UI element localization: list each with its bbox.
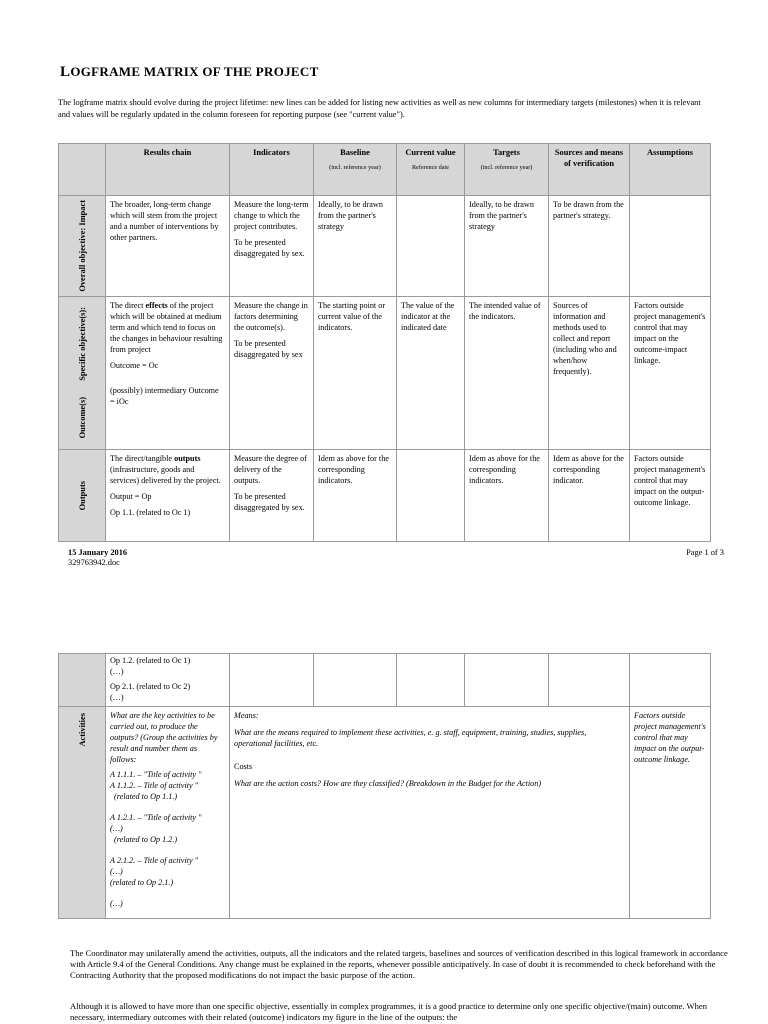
cell-targets: The intended value of the indicators. — [465, 297, 549, 450]
cell-sources: Sources of information and methods used to collect and report (including who and when/how frequently). — [549, 297, 630, 450]
cell-current: The value of the indicator at the indicated date — [397, 297, 465, 450]
cell-baseline — [314, 654, 397, 707]
closing-paragraph-1: The Coordinator may unilaterally amend the activities, outputs, all the indicators and the related targets, baselines and sources of verification described in this logical framework in accordance with Article 9.4 of the General Conditions. Any change must be explained in the reports, whenever possible anticipatively. In case of doubt it is recommended to check beforehand with the Contracting Authority that the proposed modifications do not impact the basic purpose of the action. — [70, 948, 728, 980]
cell-baseline: Ideally, to be drawn from the partner's strategy — [314, 196, 397, 297]
cell-targets — [465, 654, 549, 707]
header-results-chain: Results chain — [106, 144, 230, 196]
corner-cell — [59, 144, 106, 196]
logframe-table-continued — [58, 653, 711, 919]
row-label-empty — [59, 654, 106, 707]
cell-indicators: Measure the degree of delivery of the outputs. To be presented disaggregated by sex. — [230, 450, 314, 542]
cell-sources: To be drawn from the partner's strategy. — [549, 196, 630, 297]
cell-targets: Idem as above for the corresponding indicators. — [465, 450, 549, 542]
closing-paragraph-2: Although it is allowed to have more than one specific objective, essentially in complex programmes, it is a good practice to determine only one specific objective/(main) outcome. When necessary, intermediary outcomes with their related (outcome) indicators my figure in the line of the outputs: the — [70, 1001, 708, 1022]
header-sources: Sources and means of verification — [549, 144, 630, 196]
cell-results-chain: The direct/tangible outputs (infrastructure, goods and services) delivered by the project. Output = Op Op 1.1. (related to Oc 1) — [106, 450, 230, 542]
header-indicators: Indicators — [230, 144, 314, 196]
intro-paragraph: The logframe matrix should evolve during the project lifetime: new lines can be added for listing new activities as well as new columns for intermediary targets (milestones) when it is relevant and values will be regularly updated in the column foreseen for reporting purpose (see "current value"). — [58, 98, 701, 119]
row-label-outputs: Outputs — [59, 450, 106, 542]
footer-left: 15 January 2016 329763942.doc — [68, 548, 128, 567]
row-outputs-continued — [59, 654, 711, 707]
cell-indicators: Measure the long-term change to which the project contributes. To be presented disaggregated by sex. — [230, 196, 314, 297]
cell-targets: Ideally, to be drawn from the partner's strategy — [465, 196, 549, 297]
logframe-table — [58, 143, 711, 542]
cell-sources — [549, 654, 630, 707]
header-assumptions: Assumptions — [630, 144, 711, 196]
row-label-specific: Specific objective(s): Outcome(s) — [59, 297, 106, 450]
cell-baseline: The starting point or current value of the indicators. — [314, 297, 397, 450]
page-title: LOGFRAME MATRIX OF THE PROJECT — [60, 64, 319, 80]
header-baseline: Baseline (incl. reference year) — [314, 144, 397, 196]
cell-current — [397, 654, 465, 707]
cell-assumptions: Factors outside project management's control that may impact on the output-outcome linkage. — [630, 707, 711, 919]
header-targets: Targets (incl. reference year) — [465, 144, 549, 196]
row-overall-objective — [59, 196, 711, 297]
cell-baseline: Idem as above for the corresponding indicators. — [314, 450, 397, 542]
header-row — [59, 144, 711, 196]
cell-sources: Idem as above for the corresponding indicator. — [549, 450, 630, 542]
row-specific-objective — [59, 297, 711, 450]
row-outputs — [59, 450, 711, 542]
row-label-overall: Overall objective: Impact — [59, 196, 106, 297]
row-label-activities: Activities — [59, 707, 106, 919]
cell-assumptions — [630, 196, 711, 297]
cell-results-chain: The broader, long-term change which will stem from the project and a number of interventions by other partners. — [106, 196, 230, 297]
cell-results-chain: Op 1.2. (related to Oc 1) (…) Op 2.1. (related to Oc 2) (…) — [106, 654, 230, 707]
cell-assumptions: Factors outside project management's control that may impact on the outcome-impact linkage. — [630, 297, 711, 450]
cell-indicators: Measure the change in factors determining the outcome(s). To be presented disaggregated by sex — [230, 297, 314, 450]
header-current-value: Current value Reference date — [397, 144, 465, 196]
cell-assumptions: Factors outside project management's control that may impact on the output-outcome linkage. — [630, 450, 711, 542]
cell-assumptions — [630, 654, 711, 707]
row-activities — [59, 707, 711, 919]
cell-means-costs: Means: What are the means required to implement these activities, e. g. staff, equipment, training, studies, supplies, operational facilities, etc. Costs What are the action costs? How are they classified? (Breakdown in the Budget for the Action) — [230, 707, 630, 919]
page-number: Page 1 of 3 — [686, 548, 724, 557]
cell-indicators — [230, 654, 314, 707]
cell-current — [397, 196, 465, 297]
cell-activities: What are the key activities to be carried out, to produce the outputs? (Group the activities by result and number them as follows: A 1.1.1. – "Title of activity " A 1.1.2. – Title of activity " (related to Op 1.1.) A 1.2.1. – "Title of activity " (…) (related to Op 1.2.) A 2.1.2. – Title of activity " (…) (related to Op 2.1.) (…) — [106, 707, 230, 919]
cell-current — [397, 450, 465, 542]
cell-results-chain: The direct effects of the project which will be obtained at medium term and which tend to focus on the changes in behaviour resulting from project Outcome = Oc (possibly) intermediary Outcome = iOc — [106, 297, 230, 450]
